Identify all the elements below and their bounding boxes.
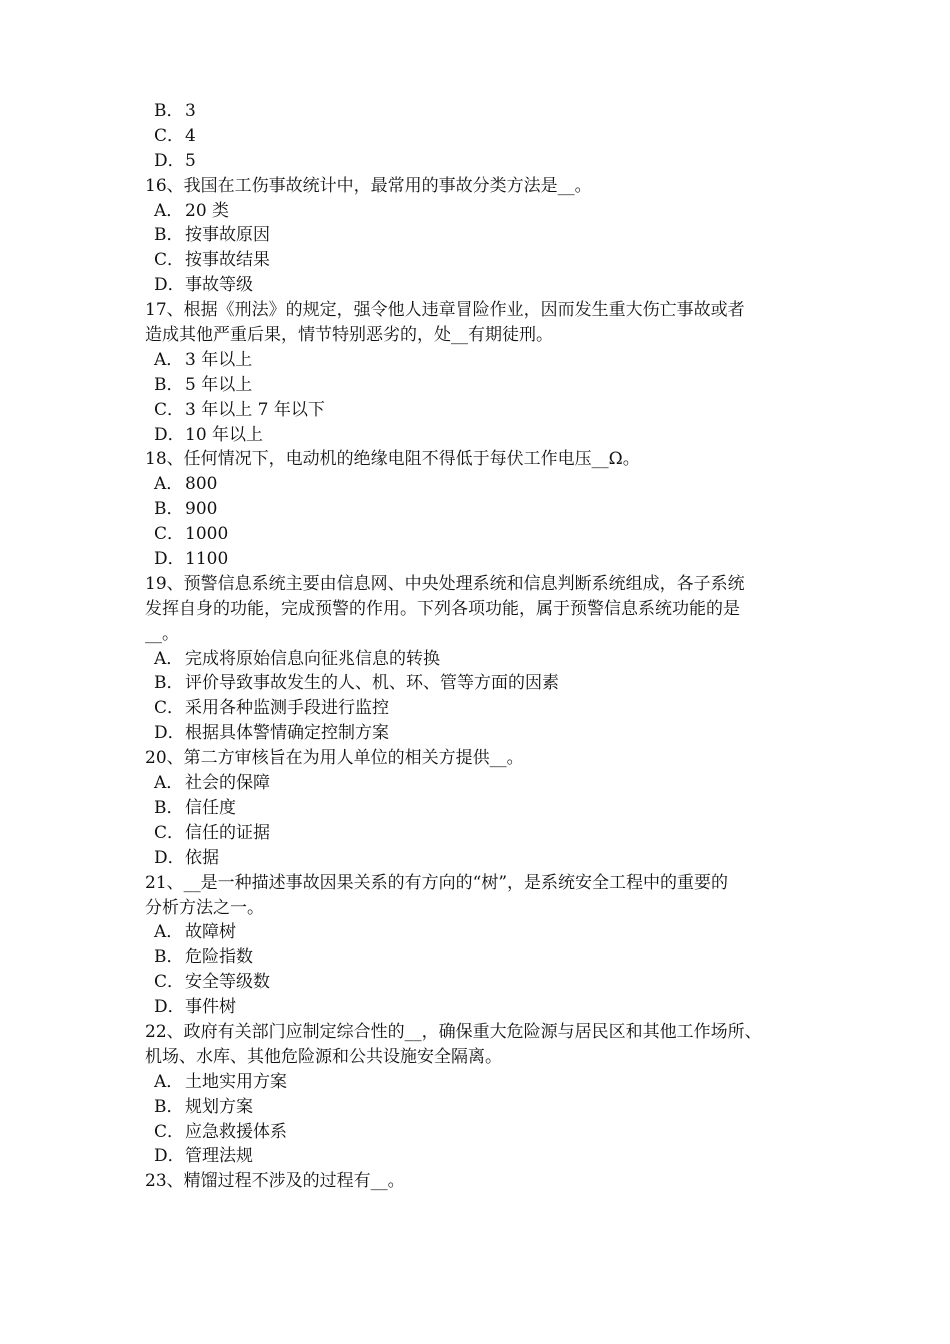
answer-option <box>145 398 817 423</box>
option-letter: A． <box>154 773 184 794</box>
option-text: 5 年以上 <box>185 374 253 395</box>
option-text: 3 年以上 7 年以下 <box>185 399 325 420</box>
option-text: 信任的证据 <box>185 822 270 843</box>
option-text: 5 <box>185 150 196 171</box>
answer-option <box>145 273 817 298</box>
option-text: 依据 <box>185 847 219 868</box>
option-text: 采用各种监测手段进行监控 <box>185 698 389 719</box>
option-letter: B． <box>154 673 184 694</box>
answer-option <box>145 647 817 672</box>
answer-option <box>145 796 817 821</box>
option-text: 危险指数 <box>185 947 253 968</box>
option-text: 评价导致事故发生的人、机、环、管等方面的因素 <box>185 673 559 694</box>
option-text: 800 <box>185 474 218 495</box>
answer-option <box>145 1070 817 1095</box>
option-letter: A． <box>154 648 184 669</box>
option-text: 规划方案 <box>185 1096 253 1117</box>
option-text: 按事故原因 <box>185 225 270 246</box>
option-text: 根据具体警情确定控制方案 <box>185 723 389 744</box>
option-letter: B． <box>154 374 184 395</box>
option-letter: C． <box>154 698 185 719</box>
option-text: 20 类 <box>185 200 230 221</box>
question-stem-line: __。 <box>145 623 179 644</box>
answer-option <box>145 821 817 846</box>
option-text: 事件树 <box>185 997 236 1018</box>
answer-option <box>145 124 817 149</box>
question-list <box>145 99 817 1194</box>
option-letter: D． <box>154 424 185 445</box>
option-letter: A． <box>154 1071 184 1092</box>
option-letter: C． <box>154 399 185 420</box>
answer-option <box>145 199 817 224</box>
answer-option <box>145 846 817 871</box>
option-text: 应急救援体系 <box>185 1121 287 1142</box>
answer-option <box>145 373 817 398</box>
option-letter: C． <box>154 250 185 271</box>
option-letter: D． <box>154 150 185 171</box>
answer-option <box>145 248 817 273</box>
answer-option <box>145 149 817 174</box>
answer-option <box>145 1144 817 1169</box>
question-stem-line: 分析方法之一。 <box>145 897 264 918</box>
answer-option <box>145 945 817 970</box>
question-stem-line: 22、政府有关部门应制定综合性的__，确保重大危险源与居民区和其他工作场所、 <box>145 1021 762 1042</box>
option-text: 4 <box>185 125 196 146</box>
option-text: 3 年以上 <box>185 349 253 370</box>
question-stem-line: 17、根据《刑法》的规定，强令他人违章冒险作业，因而发生重大伤亡事故或者 <box>145 300 745 321</box>
option-text: 900 <box>185 499 218 520</box>
option-text: 安全等级数 <box>185 972 270 993</box>
option-letter: B． <box>154 101 184 121</box>
option-text: 土地实用方案 <box>185 1071 287 1092</box>
option-letter: A． <box>154 922 184 943</box>
option-text: 1100 <box>185 549 229 570</box>
option-letter: B． <box>154 1096 184 1117</box>
answer-option <box>145 547 817 572</box>
option-letter: D． <box>154 275 185 296</box>
option-text: 完成将原始信息向征兆信息的转换 <box>185 648 440 669</box>
option-letter: A． <box>154 474 184 495</box>
option-text: 信任度 <box>185 797 236 818</box>
answer-option <box>145 497 817 522</box>
option-text: 管理法规 <box>185 1146 253 1167</box>
option-letter: C． <box>154 822 185 843</box>
question-stem-line: 16、我国在工伤事故统计中，最常用的事故分类方法是__。 <box>145 175 592 196</box>
option-letter: C． <box>154 1121 185 1142</box>
answer-option <box>145 721 817 746</box>
question-stem-line: 18、任何情况下，电动机的绝缘电阻不得低于每伏工作电压__Ω。 <box>145 449 640 470</box>
option-letter: A． <box>154 200 184 221</box>
option-text: 10 年以上 <box>185 424 264 445</box>
answer-option <box>145 423 817 448</box>
question-stem-line: 20、第二方审核旨在为用人单位的相关方提供__。 <box>145 748 524 769</box>
answer-option <box>145 99 817 124</box>
option-letter: B． <box>154 225 184 246</box>
question-stem-line: 21、__是一种描述事故因果关系的有方向的“树”，是系统安全工程中的重要的 <box>145 872 729 893</box>
option-letter: A． <box>154 349 184 370</box>
option-letter: D． <box>154 847 185 868</box>
question-stem-line: 机场、水库、其他危险源和公共设施安全隔离。 <box>145 1046 502 1067</box>
answer-option <box>145 995 817 1020</box>
option-letter: D． <box>154 1146 185 1167</box>
answer-option <box>145 920 817 945</box>
answer-option <box>145 472 817 497</box>
answer-option <box>145 1120 817 1145</box>
option-letter: B． <box>154 499 184 520</box>
option-text: 事故等级 <box>185 275 253 296</box>
option-letter: D． <box>154 997 185 1018</box>
answer-option <box>145 671 817 696</box>
option-text: 社会的保障 <box>185 773 270 794</box>
answer-option <box>145 348 817 373</box>
option-letter: D． <box>154 723 185 744</box>
question-stem-line: 23、精馏过程不涉及的过程有__。 <box>145 1171 405 1192</box>
option-text: 按事故结果 <box>185 250 270 271</box>
option-letter: B． <box>154 947 184 968</box>
answer-option <box>145 771 817 796</box>
option-letter: D． <box>154 549 185 570</box>
option-text: 1000 <box>185 524 229 545</box>
answer-option <box>145 970 817 995</box>
option-letter: B． <box>154 797 184 818</box>
answer-option <box>145 1095 817 1120</box>
question-stem-line: 造成其他严重后果，情节特别恶劣的，处__有期徒刑。 <box>145 325 553 346</box>
question-stem-line: 19、预警信息系统主要由信息网、中央处理系统和信息判断系统组成，各子系统 <box>145 573 745 594</box>
option-text: 3 <box>185 101 196 121</box>
answer-option <box>145 223 817 248</box>
option-letter: C． <box>154 972 185 993</box>
question-stem-line: 发挥自身的功能，完成预警的作用。下列各项功能，属于预警信息系统功能的是 <box>145 598 740 619</box>
option-text: 故障树 <box>185 922 236 943</box>
option-letter: C． <box>154 125 185 146</box>
answer-option <box>145 522 817 547</box>
option-letter: C． <box>154 524 185 545</box>
answer-option <box>145 696 817 721</box>
